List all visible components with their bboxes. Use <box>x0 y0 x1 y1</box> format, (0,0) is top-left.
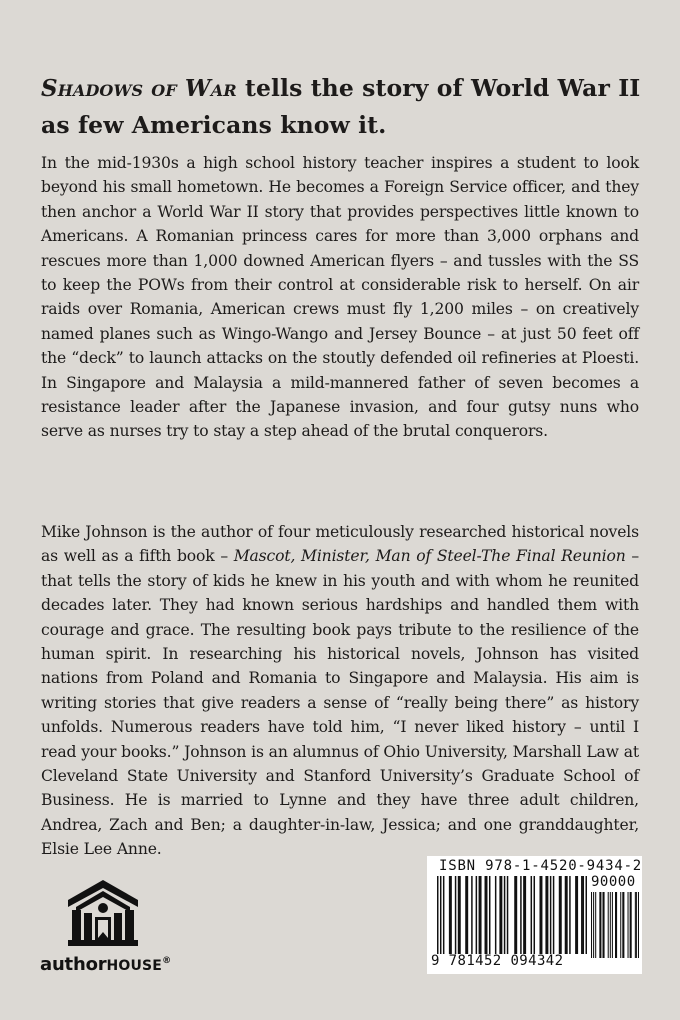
barcode-bar <box>612 892 613 958</box>
headline-text: tells the story of World War II as few Americans know it. <box>41 74 641 139</box>
barcode-bar <box>545 876 548 954</box>
barcode-bar <box>595 892 596 958</box>
barcode-bar <box>504 876 505 954</box>
barcode-bar <box>458 876 461 954</box>
barcode-bar <box>437 876 438 954</box>
barcode-bar <box>565 876 568 954</box>
barcode-bar <box>534 876 535 954</box>
barcode-bar <box>471 876 472 954</box>
barcode-bar <box>581 876 582 954</box>
ean-digits: 9 781452 094342 <box>431 953 564 969</box>
barcode-bar <box>622 892 624 958</box>
barcode-bar <box>586 876 587 954</box>
barcode-bar <box>593 892 594 958</box>
isbn-barcode <box>427 856 642 974</box>
ean-barcode-bars <box>437 876 587 958</box>
barcode-bar <box>620 892 621 958</box>
barcode-bar <box>583 876 584 954</box>
barcode-bar <box>615 892 617 958</box>
barcode-bar <box>523 876 526 954</box>
barcode-bar <box>638 892 639 958</box>
barcode-bar <box>610 892 611 958</box>
price-code: 90000 <box>591 874 636 890</box>
bio-book-title: Mascot, Minister, Man of Steel-The Final Reunion <box>233 547 626 566</box>
publisher-name: authorHOUSE® <box>40 954 171 975</box>
barcode-bar <box>485 876 488 954</box>
barcode-bar <box>443 876 444 954</box>
bio-text-2: – that tells the story of kids he knew in his youth and with whom he reunited decades later. They had known serious hardships and handled them with courage and grace. The resulting book pays tribute to the resilience of the human spirit. In researching his historical novels, Johnson has visited nations from Poland and Romania to Singapore and Malaysia. His aim is writing stories that give readers a sense of “really being there” as history unfolds. Numerous readers have told him, “I never liked history – until I read your books.” Johnson is an alumnus of Ohio University, Marshall Law at Cleveland State University and Stanford University’s Graduate School of Business. He is married to Lynne and they have three adult children, Andrea, Zach and Ben; a daughter-in-law, Jessica; and one granddaughter, Elsie Lee Anne. <box>41 547 639 859</box>
headline <box>41 70 641 143</box>
addon-barcode-bars <box>591 892 639 958</box>
bio-text-1: Mike Johnson is the author of four meticulously researched historical novels as well as a fifth book – <box>41 523 639 566</box>
barcode-bar <box>550 876 551 954</box>
barcode-bar <box>495 876 496 954</box>
barcode-bar <box>449 876 452 954</box>
book-blurb: In the mid-1930s a high school history teacher inspires a student to look beyond his small hometown. He becomes a Foreign Service officer, and they then anchor a World War II story that provides perspectives little known to Americans. A Romanian princess cares for more than 3,000 orphans and rescues more than 1,000 downed American flyers – and tussles with the SS to keep the POWs from their control at considerable risk to herself. On air raids over Romania, American crews must fly 1,200 miles – on creatively named planes such as Wingo-Wango and Jersey Bounce – at just 50 feet off the “deck” to launch attacks on the stoutly defended oil refineries at Ploesti. In Singapore and Malaysia a mild-mannered father of seven becomes a resistance leader after the Japanese invasion, and four gutsy nuns who serve as nurses try to stay a step ahead of the brutal conquerors. <box>41 154 639 441</box>
barcode-bar <box>599 892 601 958</box>
barcode-bar <box>628 892 629 958</box>
barcode-bar <box>569 876 570 954</box>
barcode-bar <box>591 892 592 958</box>
barcode-bar <box>559 876 562 954</box>
author-bio <box>41 520 639 862</box>
barcode-bar <box>602 892 604 958</box>
barcode-bar <box>539 876 542 954</box>
barcode-bar <box>531 876 532 954</box>
barcode-bar <box>514 876 517 954</box>
authorhouse-building-icon <box>68 880 138 948</box>
barcode-bar <box>575 876 578 954</box>
barcode-bar <box>553 876 554 954</box>
barcode-bar <box>455 876 456 954</box>
barcode-bar <box>520 876 521 954</box>
barcode-bar <box>476 876 477 954</box>
isbn-number: ISBN 978-1-4520-9434-2 <box>439 858 643 874</box>
barcode-bar <box>499 876 502 954</box>
barcode-bar <box>440 876 441 954</box>
barcode-bar <box>479 876 482 954</box>
barcode-bar <box>489 876 490 954</box>
barcode-bar <box>636 892 637 958</box>
book-title: Shadows of War <box>41 75 237 102</box>
barcode-bar <box>465 876 468 954</box>
publisher-logo <box>40 880 200 980</box>
barcode-bar <box>507 876 508 954</box>
barcode-bar <box>635 892 636 958</box>
barcode-bar <box>630 892 632 958</box>
barcode-bar <box>608 892 609 958</box>
